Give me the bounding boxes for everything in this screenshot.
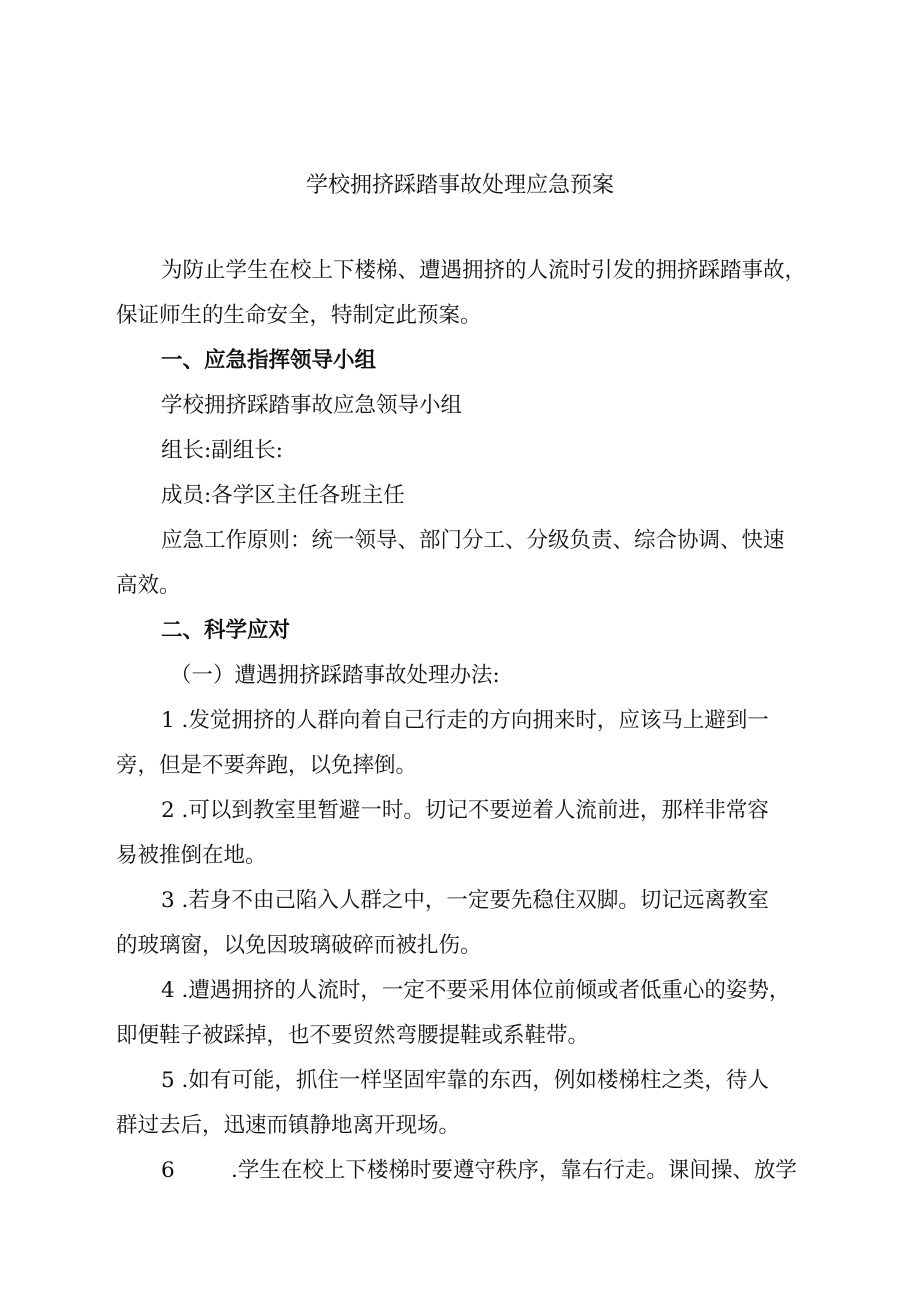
list-item-number: 1	[161, 708, 175, 733]
list-item-1-line-2: 旁，但是不要奔跑，以免摔倒。	[116, 753, 418, 778]
section-2	[116, 608, 830, 1193]
list-item-5-line-1	[116, 1058, 830, 1103]
list-item-number: 2	[161, 798, 175, 823]
list-item-2-line-2: 易被推倒在地。	[116, 843, 267, 868]
intro-line-2: 保证师生的生命安全，特制定此预案。	[116, 303, 482, 328]
intro-line-1: 为防止学生在校上下楼梯、遭遇拥挤的人流时引发的拥挤踩踏事故，	[161, 258, 807, 283]
section-1	[116, 338, 830, 608]
sub-heading: （一）遭遇拥挤踩踏事故处理办法:	[170, 663, 500, 688]
members-line: 成员:各学区主任各班主任	[161, 483, 405, 508]
list-item-6-line-1	[116, 1148, 830, 1193]
principle-line-2: 高效。	[116, 573, 181, 598]
list-item-4-line-1	[116, 968, 830, 1013]
principle-line-1: 应急工作原则：统一领导、部门分工、分级负责、综合协调、快速	[161, 528, 785, 553]
list-item-2-line-1	[116, 788, 830, 833]
list-item-number: 4	[161, 978, 175, 1003]
list-item-number: 5	[161, 1068, 175, 1093]
group-name: 学校拥挤踩踏事故应急领导小组	[161, 393, 463, 418]
list-item-3-line-1	[116, 878, 830, 923]
section-2-heading: 二、科学应对	[161, 618, 291, 643]
leaders-line: 组长:副组长:	[161, 438, 283, 463]
list-item-number: 3	[161, 888, 175, 913]
list-item-1-line-1	[116, 698, 830, 743]
list-item-number: 6	[161, 1158, 175, 1183]
list-item-text: .可以到教室里暂避一时。切记不要逆着人流前进，那样非常容	[174, 798, 769, 823]
document-title: 学校拥挤踩踏事故处理应急预案	[305, 173, 614, 198]
list-item-text: .遭遇拥挤的人流时，一定不要采用体位前倾或者低重心的姿势，	[174, 978, 791, 1003]
list-item-3-line-2: 的玻璃窗，以免因玻璃破碎而被扎伤。	[116, 933, 482, 958]
list-item-4-line-2: 即便鞋子被踩掉，也不要贸然弯腰提鞋或系鞋带。	[116, 1023, 590, 1048]
list-item-text: .如有可能，抓住一样坚固牢靠的东西，例如楼梯柱之类，待人	[174, 1068, 769, 1093]
list-item-text: .若身不由己陷入人群之中，一定要先稳住双脚。切记远离教室	[174, 888, 769, 913]
section-1-heading: 一、应急指挥领导小组	[161, 348, 377, 373]
list-item-5-line-2: 群过去后，迅速而镇静地离开现场。	[116, 1113, 461, 1138]
list-item-text: .学生在校上下楼梯时要遵守秩序，靠右行走。课间操、放学	[231, 1158, 797, 1183]
intro-paragraph	[116, 248, 830, 338]
list-item-text: .发觉拥挤的人群向着自己行走的方向拥来时，应该马上避到一	[174, 708, 769, 733]
